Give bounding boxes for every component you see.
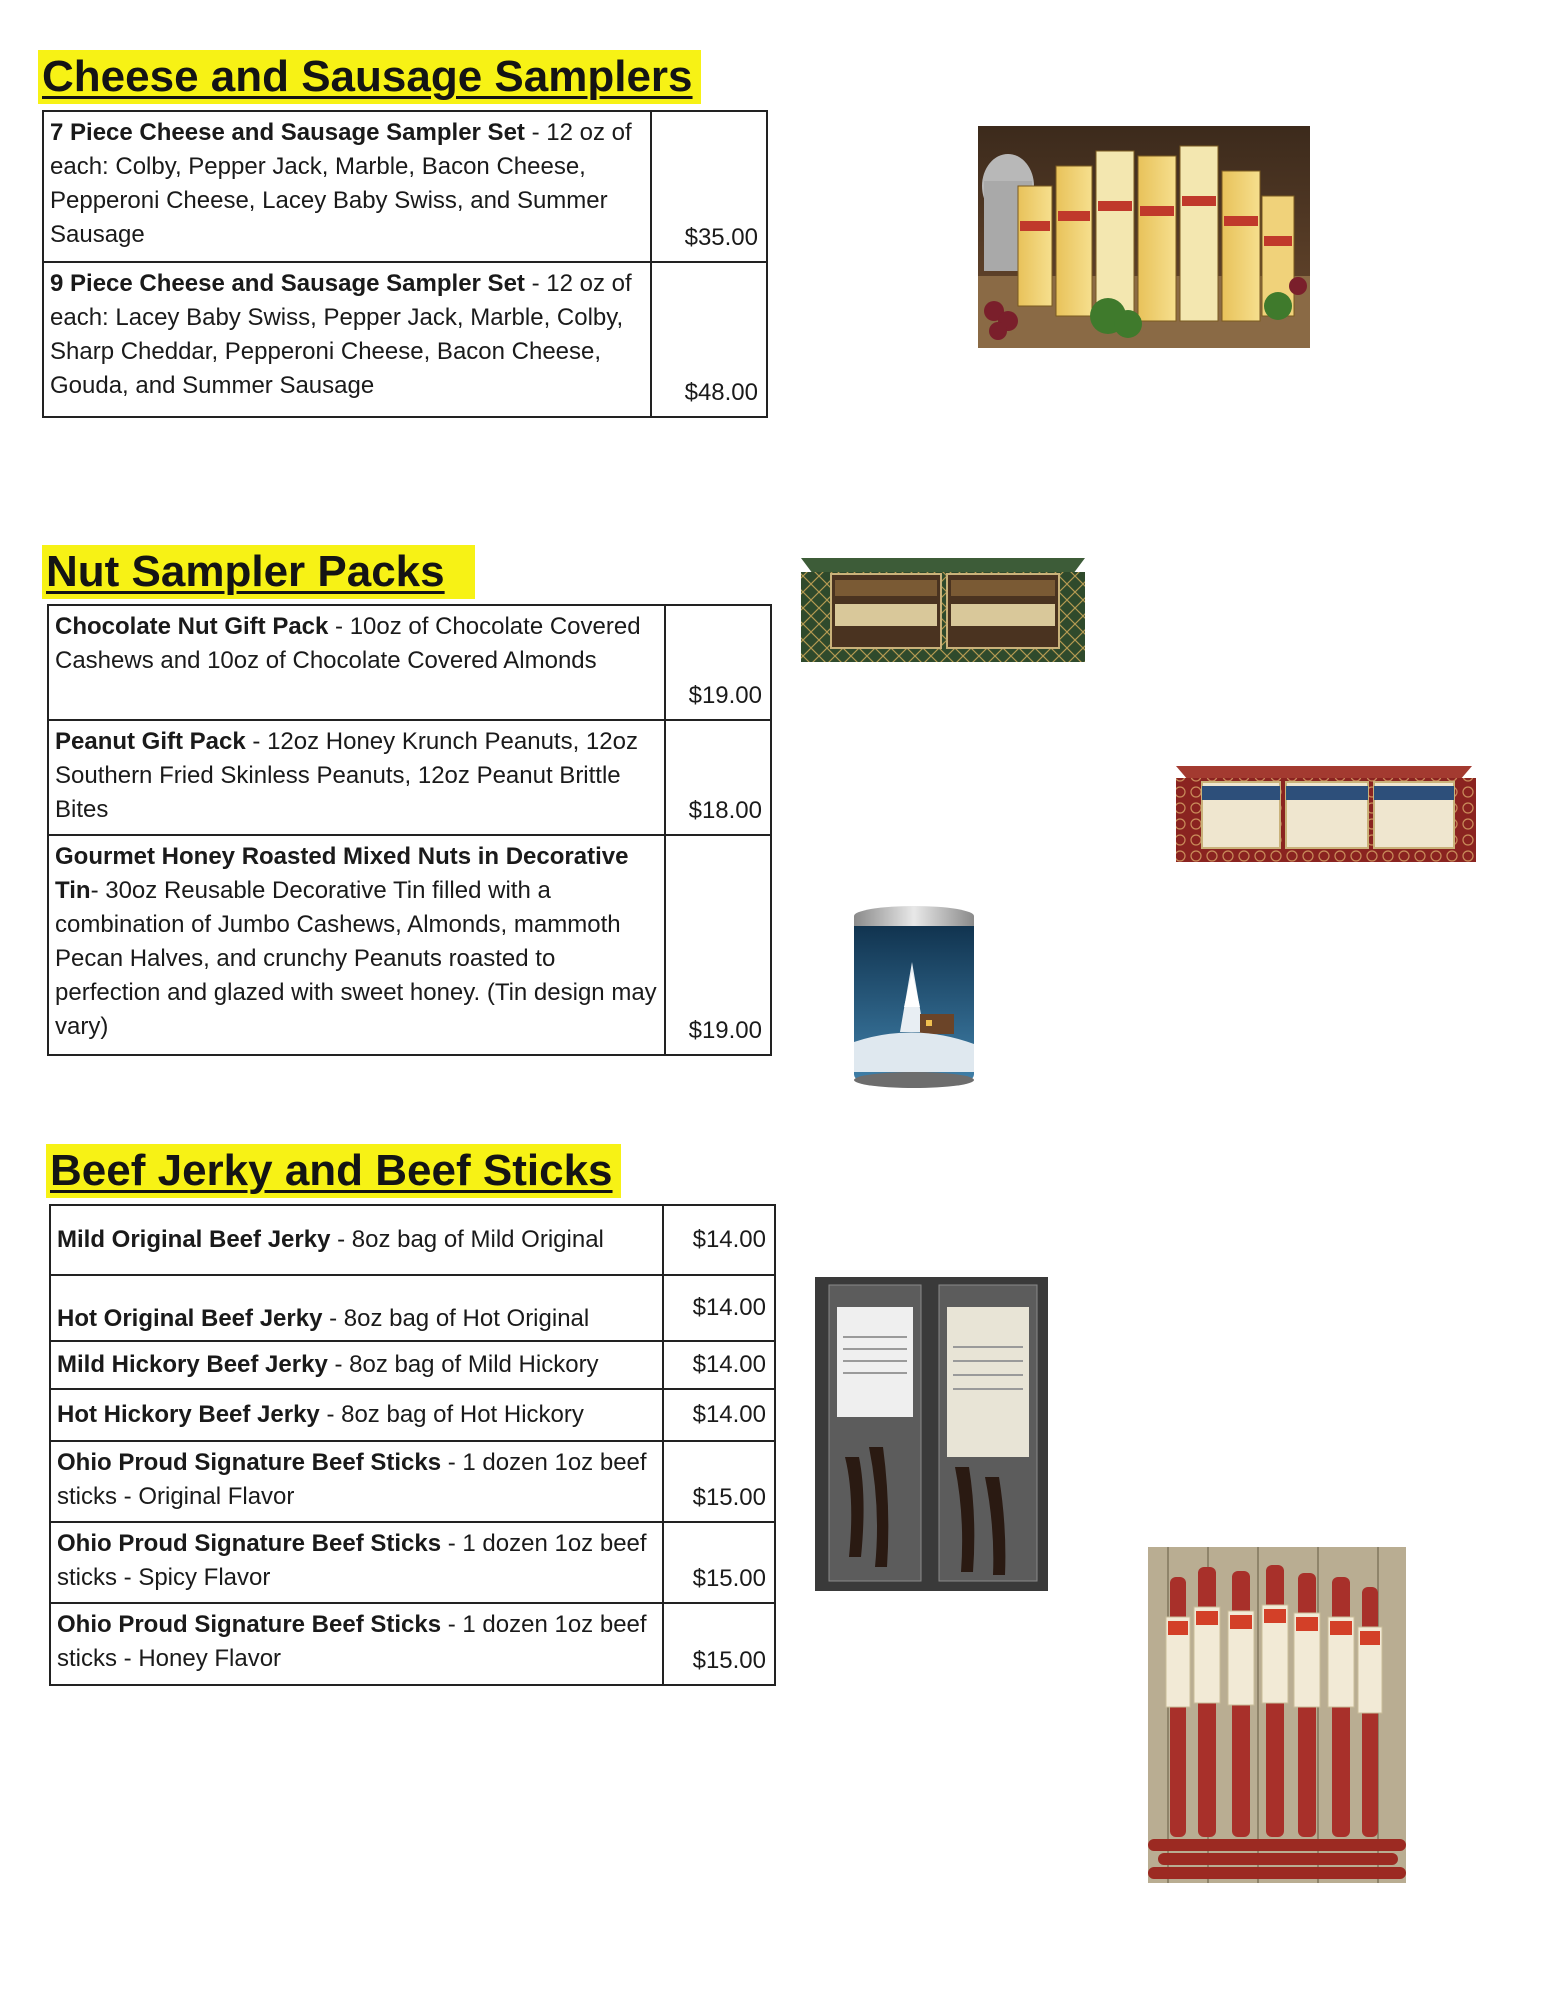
item-details: 1 dozen 1oz beef sticks - Spicy Flavor bbox=[57, 1530, 647, 1591]
item-description: Ohio Proud Signature Beef Sticks - 1 dozen 1oz beef sticks - Honey Flavor bbox=[50, 1603, 663, 1685]
item-details: 10oz of Chocolate Covered Cashews and 10oz of Chocolate Covered Almonds bbox=[55, 613, 641, 674]
item-price: $19.00 bbox=[665, 835, 771, 1055]
table-row bbox=[50, 1603, 775, 1685]
table-row bbox=[50, 1522, 775, 1603]
cheese-sampler-table bbox=[42, 110, 768, 418]
item-details: 12 oz of each: Colby, Pepper Jack, Marble, Bacon Cheese, Pepperoni Cheese, Lacey Baby Swiss, and Summer Sausage bbox=[50, 119, 632, 248]
item-details: 8oz bag of Hot Original bbox=[343, 1305, 590, 1332]
item-description: Peanut Gift Pack - 12oz Honey Krunch Peanuts, 12oz Southern Fried Skinless Peanuts, 12oz Peanut Brittle Bites bbox=[48, 720, 665, 835]
item-description: Ohio Proud Signature Beef Sticks - 1 dozen 1oz beef sticks - Original Flavor bbox=[50, 1441, 663, 1522]
item-price: $19.00 bbox=[665, 605, 771, 720]
item-description: Chocolate Nut Gift Pack - 10oz of Chocolate Covered Cashews and 10oz of Chocolate Covered Almonds bbox=[48, 605, 665, 720]
photo-chocolate-nut-gift-pack bbox=[795, 544, 1091, 666]
item-details: 8oz bag of Mild Hickory bbox=[349, 1351, 599, 1378]
item-details: 1 dozen 1oz beef sticks - Honey Flavor bbox=[57, 1611, 647, 1672]
item-name: Ohio Proud Signature Beef Sticks bbox=[57, 1530, 442, 1557]
item-details: 8oz bag of Mild Original bbox=[351, 1226, 604, 1253]
item-description: Mild Original Beef Jerky - 8oz bag of Mild Original bbox=[50, 1205, 663, 1275]
nut-section-heading: Nut Sampler Packs bbox=[42, 545, 475, 599]
item-description: 7 Piece Cheese and Sausage Sampler Set - 12 oz of each: Colby, Pepper Jack, Marble, Bacon Cheese, Pepperoni Cheese, Lacey Baby Swiss, and Summer Sausage bbox=[43, 111, 651, 262]
item-description: Gourmet Honey Roasted Mixed Nuts in Decorative Tin- 30oz Reusable Decorative Tin filled with a combination of Jumbo Cashews, Almonds, mammoth Pecan Halves, and crunchy Peanuts roasted to perfection and glazed with sweet honey. (Tin design may vary) bbox=[48, 835, 665, 1055]
table-row bbox=[50, 1441, 775, 1522]
table-row bbox=[50, 1389, 775, 1441]
item-price: $15.00 bbox=[663, 1603, 775, 1685]
item-name: Mild Original Beef Jerky bbox=[57, 1226, 331, 1253]
item-name: Chocolate Nut Gift Pack bbox=[55, 613, 329, 640]
item-description: Ohio Proud Signature Beef Sticks - 1 dozen 1oz beef sticks - Spicy Flavor bbox=[50, 1522, 663, 1603]
item-name: Mild Hickory Beef Jerky bbox=[57, 1351, 328, 1378]
table-row bbox=[48, 605, 771, 720]
photo-cheese-sausage-sampler bbox=[978, 126, 1310, 348]
item-description: Hot Hickory Beef Jerky - 8oz bag of Hot Hickory bbox=[50, 1389, 663, 1441]
item-details: 1 dozen 1oz beef sticks - Original Flavor bbox=[57, 1449, 647, 1510]
item-price: $15.00 bbox=[663, 1522, 775, 1603]
item-name: Ohio Proud Signature Beef Sticks bbox=[57, 1449, 442, 1476]
item-description: Mild Hickory Beef Jerky - 8oz bag of Mild Hickory bbox=[50, 1341, 663, 1389]
item-name: Hot Original Beef Jerky bbox=[57, 1305, 323, 1332]
item-description: 9 Piece Cheese and Sausage Sampler Set - 12 oz of each: Lacey Baby Swiss, Pepper Jack, Marble, Colby, Sharp Cheddar, Pepperoni Cheese, Bacon Cheese, Gouda, and Summer Sausage bbox=[43, 262, 651, 417]
table-row bbox=[43, 111, 767, 262]
table-row bbox=[48, 835, 771, 1055]
item-name: Ohio Proud Signature Beef Sticks bbox=[57, 1611, 442, 1638]
item-details: 8oz bag of Hot Hickory bbox=[341, 1401, 584, 1428]
jerky-section-heading: Beef Jerky and Beef Sticks bbox=[46, 1144, 621, 1198]
item-price: $18.00 bbox=[665, 720, 771, 835]
photo-beef-sticks bbox=[1148, 1547, 1406, 1883]
item-description: Hot Original Beef Jerky - 8oz bag of Hot Original bbox=[50, 1275, 663, 1341]
item-price: $14.00 bbox=[663, 1275, 775, 1341]
table-row bbox=[43, 262, 767, 417]
item-name: 9 Piece Cheese and Sausage Sampler Set bbox=[50, 270, 525, 297]
photo-decorative-nut-tin bbox=[850, 902, 978, 1092]
item-price: $35.00 bbox=[651, 111, 767, 262]
item-name: Gourmet Honey Roasted Mixed Nuts in Decorative Tin bbox=[55, 843, 629, 904]
item-details: 12oz Honey Krunch Peanuts, 12oz Southern Fried Skinless Peanuts, 12oz Peanut Brittle Bites bbox=[55, 728, 638, 823]
jerky-table bbox=[49, 1204, 776, 1686]
item-name: 7 Piece Cheese and Sausage Sampler Set bbox=[50, 119, 525, 146]
item-price: $48.00 bbox=[651, 262, 767, 417]
nut-sampler-table bbox=[47, 604, 772, 1056]
item-price: $14.00 bbox=[663, 1205, 775, 1275]
item-price: $14.00 bbox=[663, 1389, 775, 1441]
cheese-section-heading: Cheese and Sausage Samplers bbox=[38, 50, 701, 104]
item-details: 12 oz of each: Lacey Baby Swiss, Pepper Jack, Marble, Colby, Sharp Cheddar, Pepperoni Cheese, Bacon Cheese, Gouda, and Summer Sausage bbox=[50, 270, 632, 399]
item-name: Peanut Gift Pack bbox=[55, 728, 246, 755]
photo-peanut-gift-pack bbox=[1172, 752, 1484, 866]
item-price: $15.00 bbox=[663, 1441, 775, 1522]
table-row bbox=[50, 1205, 775, 1275]
item-details: 30oz Reusable Decorative Tin filled with a combination of Jumbo Cashews, Almonds, mammoth Pecan Halves, and crunchy Peanuts roasted to perfection and glazed with sweet honey. (Tin design may vary) bbox=[55, 877, 657, 1040]
table-row bbox=[48, 720, 771, 835]
table-row bbox=[50, 1275, 775, 1341]
table-row bbox=[50, 1341, 775, 1389]
item-name: Hot Hickory Beef Jerky bbox=[57, 1401, 320, 1428]
item-price: $14.00 bbox=[663, 1341, 775, 1389]
photo-beef-jerky-bags bbox=[815, 1277, 1048, 1591]
